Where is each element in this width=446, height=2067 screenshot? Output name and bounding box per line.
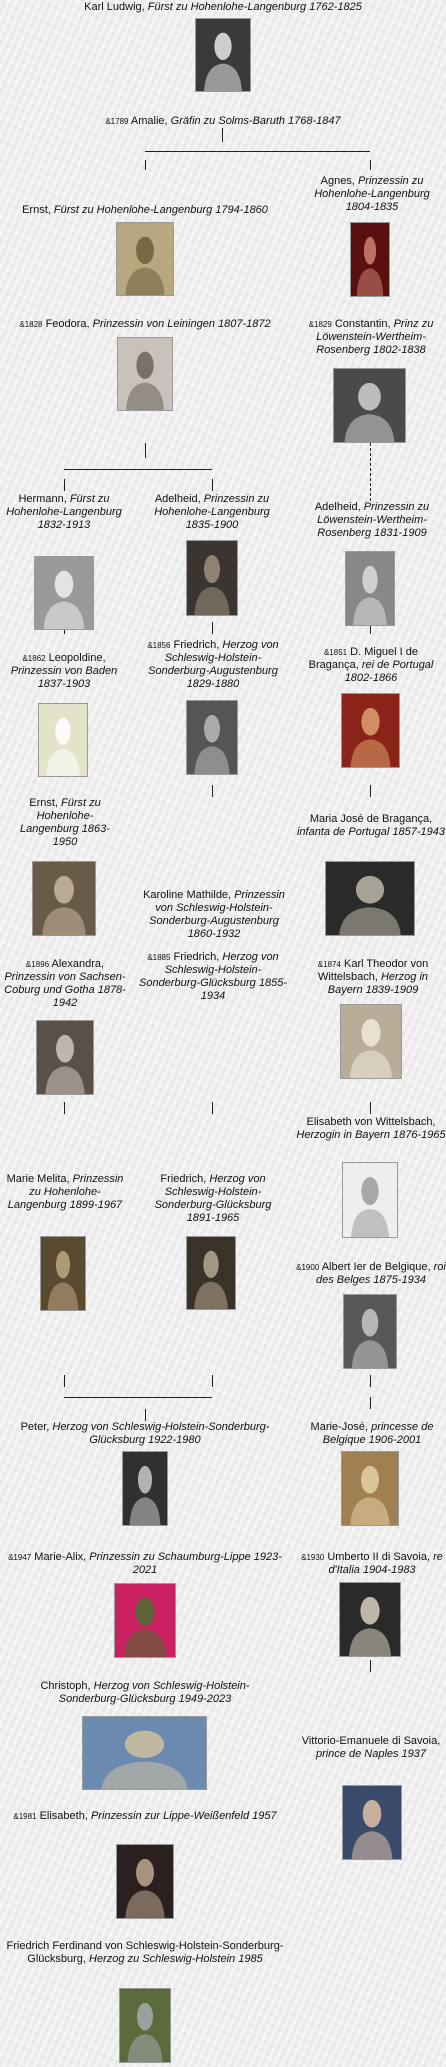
person-title: Prinzessin von Sachsen-Coburg und Gotha 1878-1942 [4,971,126,1009]
connector [145,443,146,458]
marriage-year: &1947 [8,1553,32,1562]
person-name: Adelheid, [154,493,201,505]
person-name: Karl Theodor von Wittelsbach, [317,958,429,983]
person-name: Elisabeth von Wittelsbach, [306,1116,436,1128]
person-name: Constantin, [334,318,391,330]
person-hermann [2,493,126,532]
person-name: Adelheid, [314,501,361,513]
person-marie-jose [298,1421,446,1447]
portrait-photo-icon [39,704,87,776]
portrait-photo-icon [37,1021,93,1094]
portrait-photo-icon [351,223,389,296]
portrait-photo-icon [123,1452,167,1525]
person-name: Friedrich, [160,1173,207,1185]
person-title: Fürst zu Hohenlohe-Langenburg 1832-1913 [6,493,122,531]
person-name: Ernst, [29,797,58,809]
person-ernst-1863 [10,797,120,849]
marriage-year: &1930 [301,1553,325,1562]
portrait-photo-ernst-1863 [32,861,96,936]
person-name: Peter, [20,1421,50,1433]
connector [145,1409,146,1421]
marriage-year: &1896 [25,960,50,969]
person-title: Fürst zu Hohenlohe-Langenburg 1762-1825 [147,1,362,13]
person-marie-alix [0,1551,290,1577]
connector [370,1375,371,1387]
portrait-photo-marie-jose [341,1451,399,1526]
portrait-photo-marie-melita [40,1236,86,1311]
marriage-year: &1789 [105,117,129,126]
person-name: Hermann, [18,493,67,505]
connector [64,469,212,470]
person-peter [0,1421,290,1447]
portrait-photo-icon [35,557,93,629]
person-title: Fürst zu Hohenlohe-Langenburg 1863-1950 [20,797,110,848]
portrait-photo-karl-ludwig [195,18,251,92]
connector [145,151,370,152]
connector [370,160,371,170]
portrait-photo-icon [41,1237,85,1310]
person-adelheid-1835 [140,493,284,532]
person-title: Prinzessin von Schleswig-Holstein-Sonderburg-Augustenburg 1860-1932 [149,889,285,940]
connector [212,479,213,491]
portrait-photo-icon [326,862,414,935]
portrait-photo-icon [341,1005,401,1078]
connector [370,785,371,797]
connector [212,1102,213,1114]
person-title: Fürst zu Hohenlohe-Langenburg 1794-1860 [53,204,268,216]
portrait-photo-icon [343,1786,401,1859]
person-name: Marie Melita, [6,1173,70,1185]
person-amalie [40,115,406,128]
connector [64,1102,65,1114]
portrait-photo-miguel [341,693,400,768]
person-name: Feodora, [45,318,90,330]
person-title: prince de Naples 1937 [315,1748,427,1760]
portrait-photo-christoph [82,1716,207,1790]
portrait-photo-icon [342,1452,398,1525]
marriage-year: &1885 [147,953,171,962]
person-name: Albert Ier de Belgique, [321,1261,431,1273]
person-leopoldine [2,652,126,691]
person-albert [296,1261,446,1287]
person-name: Agnes, [320,175,355,187]
person-elisabeth-lippe [0,1810,290,1823]
person-name: D. Miguel I de Bragança, [308,646,419,671]
portrait-photo-icon [120,1989,170,2062]
portrait-photo-hermann [34,556,94,630]
person-alexandra [0,958,130,1010]
portrait-photo-adelheid-1835 [186,540,238,616]
portrait-photo-icon [346,552,394,625]
person-feodora [0,318,290,331]
person-elisabeth-wittelsbach [296,1116,446,1142]
person-title: Herzog von Schleswig-Holstein-Sonderburg-Augustenburg 1829-1880 [148,639,279,690]
person-title: Prinzessin zu Hohenlohe-Langenburg 1804-1835 [314,175,430,213]
connector [212,622,213,634]
person-name: Vittorio-Emanuele di Savoia, [301,1735,441,1747]
portrait-photo-maria-jose [325,861,415,936]
person-title: Herzog in Bayern 1839-1909 [327,971,429,996]
portrait-photo-friedrich-1891 [186,1236,236,1310]
person-miguel [302,646,440,685]
person-title: Herzog zu Schleswig-Holstein 1985 [89,1953,263,1965]
portrait-photo-icon [187,1237,235,1309]
portrait-photo-alexandra [36,1020,94,1095]
connector [370,1660,371,1672]
person-friedrich-1829 [138,639,288,691]
person-title: Herzog von Schleswig-Holstein-Sonderburg-Glücksburg 1922-1980 [52,1421,270,1446]
marriage-year: &1851 [323,648,348,657]
marriage-year: &1829 [308,320,332,329]
person-title: Herzogin in Bayern 1876-1965 [296,1129,446,1141]
person-name: Christoph, [40,1680,91,1692]
person-title: Herzog von Schleswig-Holstein-Sonderburg-Glücksburg 1949-2023 [58,1680,250,1705]
portrait-photo-constantin [333,368,406,443]
person-name: Leopoldine, [48,652,106,664]
person-karl-ludwig [40,1,406,14]
portrait-photo-icon [340,1583,400,1656]
person-title: Prinzessin zu Hohenlohe-Langenburg 1835-1900 [154,493,270,531]
person-title: Prinzessin zur Lippe-Weißenfeld 1957 [90,1810,277,1822]
portrait-photo-feodora [117,337,173,411]
portrait-photo-marie-alix [114,1583,176,1658]
portrait-photo-albert [343,1294,397,1369]
marriage-year: &1900 [296,1263,320,1272]
person-name: Friedrich Ferdinand von Schleswig-Holstein-Sonderburg-Glücksburg, [6,1940,284,1965]
person-name: Ernst, [22,204,51,216]
connector [212,785,213,797]
person-name: Marie-Alix, [34,1551,87,1563]
person-title: Prinzessin von Leiningen 1807-1872 [92,318,271,330]
connector [222,128,223,142]
portrait-photo-icon [118,338,172,410]
portrait-photo-icon [187,541,237,615]
connector [64,479,65,491]
portrait-photo-icon [334,369,405,442]
person-vittorio [296,1735,446,1761]
person-name: Alexandra, [51,958,105,970]
person-name: Maria José de Bragança, [309,813,433,825]
portrait-photo-peter [122,1451,168,1526]
marriage-year: &1856 [147,641,171,650]
person-title: Prinzessin zu Schaumburg-Lippe 1923-2021 [89,1551,282,1576]
person-title: princesse de Belgique 1906-2001 [322,1421,434,1446]
portrait-photo-agnes [350,222,390,297]
portrait-photo-icon [342,694,399,767]
person-marie-melita [0,1173,130,1212]
portrait-photo-icon [83,1717,206,1789]
portrait-photo-icon [344,1295,396,1368]
person-agnes [300,175,444,214]
person-constantin [296,318,446,357]
portrait-photo-friedrich-1829 [186,700,238,775]
portrait-photo-adelheid-1831 [345,551,395,626]
person-friedrich-ferdinand [2,1940,288,1966]
person-karoline [134,889,294,941]
portrait-photo-icon [33,862,95,935]
person-title: Prinzessin von Baden 1837-1903 [10,665,118,690]
person-name: Karoline Mathilde, [143,889,232,901]
portrait-photo-umberto [339,1582,401,1657]
person-title: Prinz zu Löwenstein-Wertheim-Rosenberg 1802-1838 [316,318,434,356]
portrait-photo-karl-theodor [340,1004,402,1079]
portrait-photo-elisabeth-lippe [116,1844,174,1919]
connector [370,1397,371,1409]
person-friedrich-1855 [138,951,288,1003]
connector [370,1102,371,1114]
person-title: infanta de Portugal 1857-1943 [296,826,445,838]
marriage-year: &1862 [22,654,46,663]
marriage-year: &1981 [13,1812,37,1821]
marriage-year: &1828 [19,320,43,329]
portrait-photo-icon [343,1163,397,1237]
person-title: Prinzessin zu Löwenstein-Wertheim-Rosenberg 1831-1909 [317,501,430,539]
portrait-photo-vittorio [342,1785,402,1860]
portrait-photo-icon [115,1584,175,1657]
portrait-photo-friedrich-ferdinand [119,1988,171,2063]
connector [64,1375,65,1387]
person-name: Umberto II di Savoia, [327,1551,431,1563]
person-karl-theodor [300,958,446,997]
portrait-photo-ernst-1794 [116,222,174,296]
person-christoph [10,1680,280,1706]
connector [145,160,146,170]
marriage-year: &1874 [317,960,341,969]
person-name: Karl Ludwig, [84,1,145,13]
portrait-photo-leopoldine [38,703,88,777]
person-title: Prinzessin zu Hohenlohe-Langenburg 1899-1967 [7,1173,124,1211]
person-title: Herzog von Schleswig-Holstein-Sonderburg-Glücksburg 1855-1934 [139,951,287,1002]
person-maria-jose [296,813,446,839]
portrait-photo-icon [117,223,173,295]
person-title: Gräfin zu Solms-Baruth 1768-1847 [170,115,341,127]
connector [212,1375,213,1387]
portrait-photo-icon [196,19,250,91]
person-adelheid-1831 [298,501,446,540]
connector [64,1397,212,1398]
person-name: Elisabeth, [39,1810,88,1822]
person-title: rei de Portugal 1802-1866 [344,659,434,684]
person-title: Herzog von Schleswig-Holstein-Sonderburg-Glücksburg 1891-1965 [154,1173,272,1224]
person-name: Marie-José, [310,1421,369,1433]
portrait-photo-elisabeth-wittelsbach [342,1162,398,1238]
person-name: Amalie, [130,115,168,127]
person-umberto [298,1551,446,1577]
person-title: re d'Italia 1904-1983 [328,1551,443,1576]
person-ernst-1794 [0,204,290,217]
person-friedrich-1891 [140,1173,286,1225]
person-name: Friedrich, [173,639,220,651]
person-title: roi des Belges 1875-1934 [315,1261,446,1286]
person-name: Friedrich, [173,951,220,963]
connector [370,443,371,501]
portrait-photo-icon [187,701,237,774]
portrait-photo-icon [117,1845,173,1918]
